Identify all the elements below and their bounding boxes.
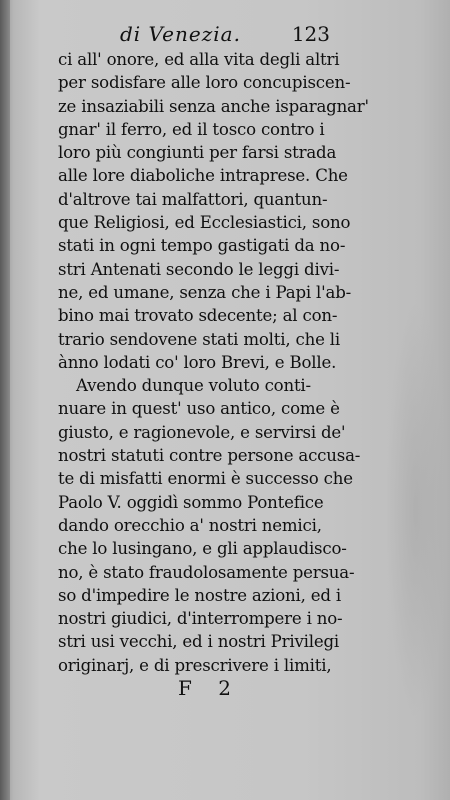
text-line: Paolo V. oggidì sommo Pontefice <box>58 492 324 512</box>
body-text <box>58 48 369 677</box>
text-line: gnar' il ferro, ed il tosco contro i <box>58 119 325 139</box>
paragraph-start-line: Avendo dunque voluto conti- <box>76 376 311 396</box>
paper-bleed-shadow <box>386 300 446 720</box>
text-line: que Religiosi, ed Ecclesiastici, sono <box>58 213 351 233</box>
text-line: ci all' onore, ed alla vita degli altri <box>58 50 340 69</box>
text-line: ze insaziabili senza anche isparagnar' <box>58 96 369 116</box>
text-line: stri Antenati secondo le leggi divi- <box>58 259 340 279</box>
text-line: trario sendovene stati molti, che li <box>58 329 340 349</box>
page-header <box>60 22 330 48</box>
text-line: dando orecchio a' nostri nemici, <box>58 515 322 535</box>
text-line: originarj, e di prescrivere i limiti, <box>58 655 332 675</box>
text-line: nostri statuti contre persone accusa- <box>58 446 361 466</box>
text-line: giusto, e ragionevole, e servirsi de' <box>58 422 346 442</box>
running-head: di Venezia. <box>120 22 241 46</box>
text-line: te di misfatti enormi è successo che <box>58 469 353 489</box>
text-line: nuare in quest' uso antico, come è <box>58 399 340 419</box>
text-line: per sodisfare alle loro concupiscen- <box>58 73 351 93</box>
text-line: stati in ogni tempo gastigati da no- <box>58 236 346 256</box>
text-line: che lo lusingano, e gli applaudisco- <box>58 539 347 559</box>
text-line: d'altrove tai malfattori, quantun- <box>58 189 328 209</box>
text-line: so d'impedire le nostre azioni, ed i <box>58 585 341 605</box>
signature-mark: F 2 <box>178 676 241 700</box>
text-line: ne, ed umane, senza che i Papi l'ab- <box>58 282 352 302</box>
page-number: 123 <box>291 22 330 46</box>
page-gutter-shadow <box>0 0 10 800</box>
text-line: bino mai trovato sdecente; al con- <box>58 306 338 326</box>
text-line: alle lore diaboliche intraprese. Che <box>58 166 348 186</box>
text-line: ànno lodati co' loro Brevi, e Bolle. <box>58 352 337 372</box>
text-line: nostri giudici, d'interrompere i no- <box>58 609 343 629</box>
text-line: no, è stato fraudolosamente persua- <box>58 562 355 582</box>
text-line: loro più congiunti per farsi strada <box>58 143 337 163</box>
text-line: stri usi vecchi, ed i nostri Privilegi <box>58 632 340 652</box>
